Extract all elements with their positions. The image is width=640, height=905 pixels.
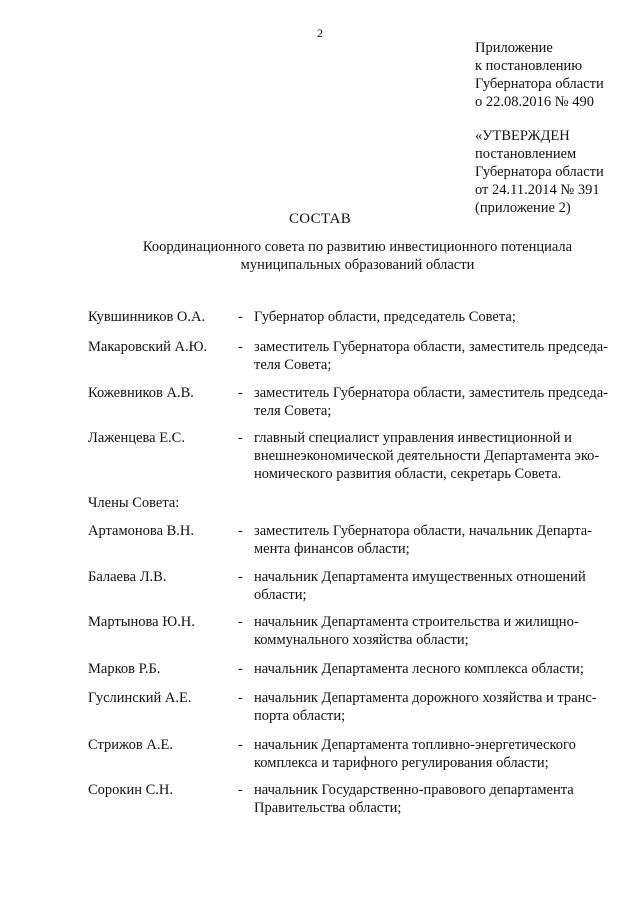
members-label: Члены Совета: <box>88 495 180 511</box>
role-line: порта области; <box>254 708 346 724</box>
role-line: мента финансов области; <box>254 541 410 557</box>
member-role <box>254 781 600 817</box>
role-line: заместитель Губернатора области, начальник Департа- <box>254 523 592 539</box>
member-name: Марков Р.Б. <box>88 661 161 677</box>
dash-separator: - <box>238 614 243 630</box>
role-line: Губернатор области, председатель Совета; <box>254 309 516 325</box>
subtitle-line: Координационного совета по развитию инвестиционного потенциала <box>142 239 573 255</box>
role-line: Правительства области; <box>254 800 402 816</box>
member-role <box>254 613 600 649</box>
member-role <box>254 429 600 483</box>
role-line: начальник Департамента дорожного хозяйства и транс- <box>254 690 597 706</box>
role-line: теля Совета; <box>254 357 332 373</box>
subtitle-line: муниципальных образований области <box>240 257 475 273</box>
dash-separator: - <box>238 569 243 585</box>
dash-separator: - <box>238 339 243 355</box>
member-role <box>254 338 608 374</box>
annex-line: Губернатора области <box>475 76 604 92</box>
member-name: Гуслинский А.Е. <box>88 690 192 706</box>
dash-separator: - <box>238 782 243 798</box>
approval-line: от 24.11.2014 № 391 <box>475 182 600 198</box>
member-role <box>254 384 608 420</box>
role-line: начальник Департамента строительства и жилищно- <box>254 614 579 630</box>
annex-line: Приложение <box>475 40 553 56</box>
role-line: главный специалист управления инвестиционной и <box>254 430 572 446</box>
approval-line: «УТВЕРЖДЕН <box>475 128 570 144</box>
role-line: начальник Департамента имущественных отношений <box>254 569 586 585</box>
approval-line: постановлением <box>475 146 577 162</box>
annex-line: о 22.08.2016 № 490 <box>475 94 594 110</box>
dash-separator: - <box>238 690 243 706</box>
role-line: заместитель Губернатора области, заместитель председа- <box>254 385 608 401</box>
document-title: СОСТАВ <box>288 211 352 227</box>
page-number: 2 <box>317 26 323 40</box>
dash-separator: - <box>238 737 243 753</box>
member-role <box>254 660 600 678</box>
member-name: Лаженцева Е.С. <box>88 430 185 446</box>
member-role <box>254 736 600 772</box>
annex-line: к постановлению <box>475 58 583 74</box>
dash-separator: - <box>238 309 243 325</box>
dash-separator: - <box>238 523 243 539</box>
member-role <box>254 568 600 604</box>
role-line: начальник Департамента лесного комплекса области; <box>254 661 584 677</box>
member-name: Макаровский А.Ю. <box>88 339 208 355</box>
member-name: Стрижов А.Е. <box>88 737 173 753</box>
dash-separator: - <box>238 430 243 446</box>
dash-separator: - <box>238 661 243 677</box>
member-name: Сорокин С.Н. <box>88 782 174 798</box>
member-name: Кувшинников О.А. <box>88 309 206 325</box>
role-line: начальник Государственно-правового департамента <box>254 782 574 798</box>
role-line: внешнеэкономической деятельности Департамента эко- <box>254 448 600 464</box>
role-line: заместитель Губернатора области, заместитель председа- <box>254 339 608 355</box>
member-name: Артамонова В.Н. <box>88 523 195 539</box>
role-line: теля Совета; <box>254 403 332 419</box>
dash-separator: - <box>238 385 243 401</box>
role-line: комплекса и тарифного регулирования области; <box>254 755 549 771</box>
member-role <box>254 522 600 558</box>
role-line: области; <box>254 587 307 603</box>
member-role <box>254 308 600 326</box>
approval-line: (приложение 2) <box>475 200 571 216</box>
member-role <box>254 689 600 725</box>
member-name: Кожевников А.В. <box>88 385 194 401</box>
role-line: номического развития области, секретарь Совета. <box>254 466 562 482</box>
role-line: начальник Департамента топливно-энергетического <box>254 737 576 753</box>
approval-line: Губернатора области <box>475 164 604 180</box>
member-name: Мартынова Ю.Н. <box>88 614 195 630</box>
member-name: Балаева Л.В. <box>88 569 167 585</box>
role-line: коммунального хозяйства области; <box>254 632 469 648</box>
